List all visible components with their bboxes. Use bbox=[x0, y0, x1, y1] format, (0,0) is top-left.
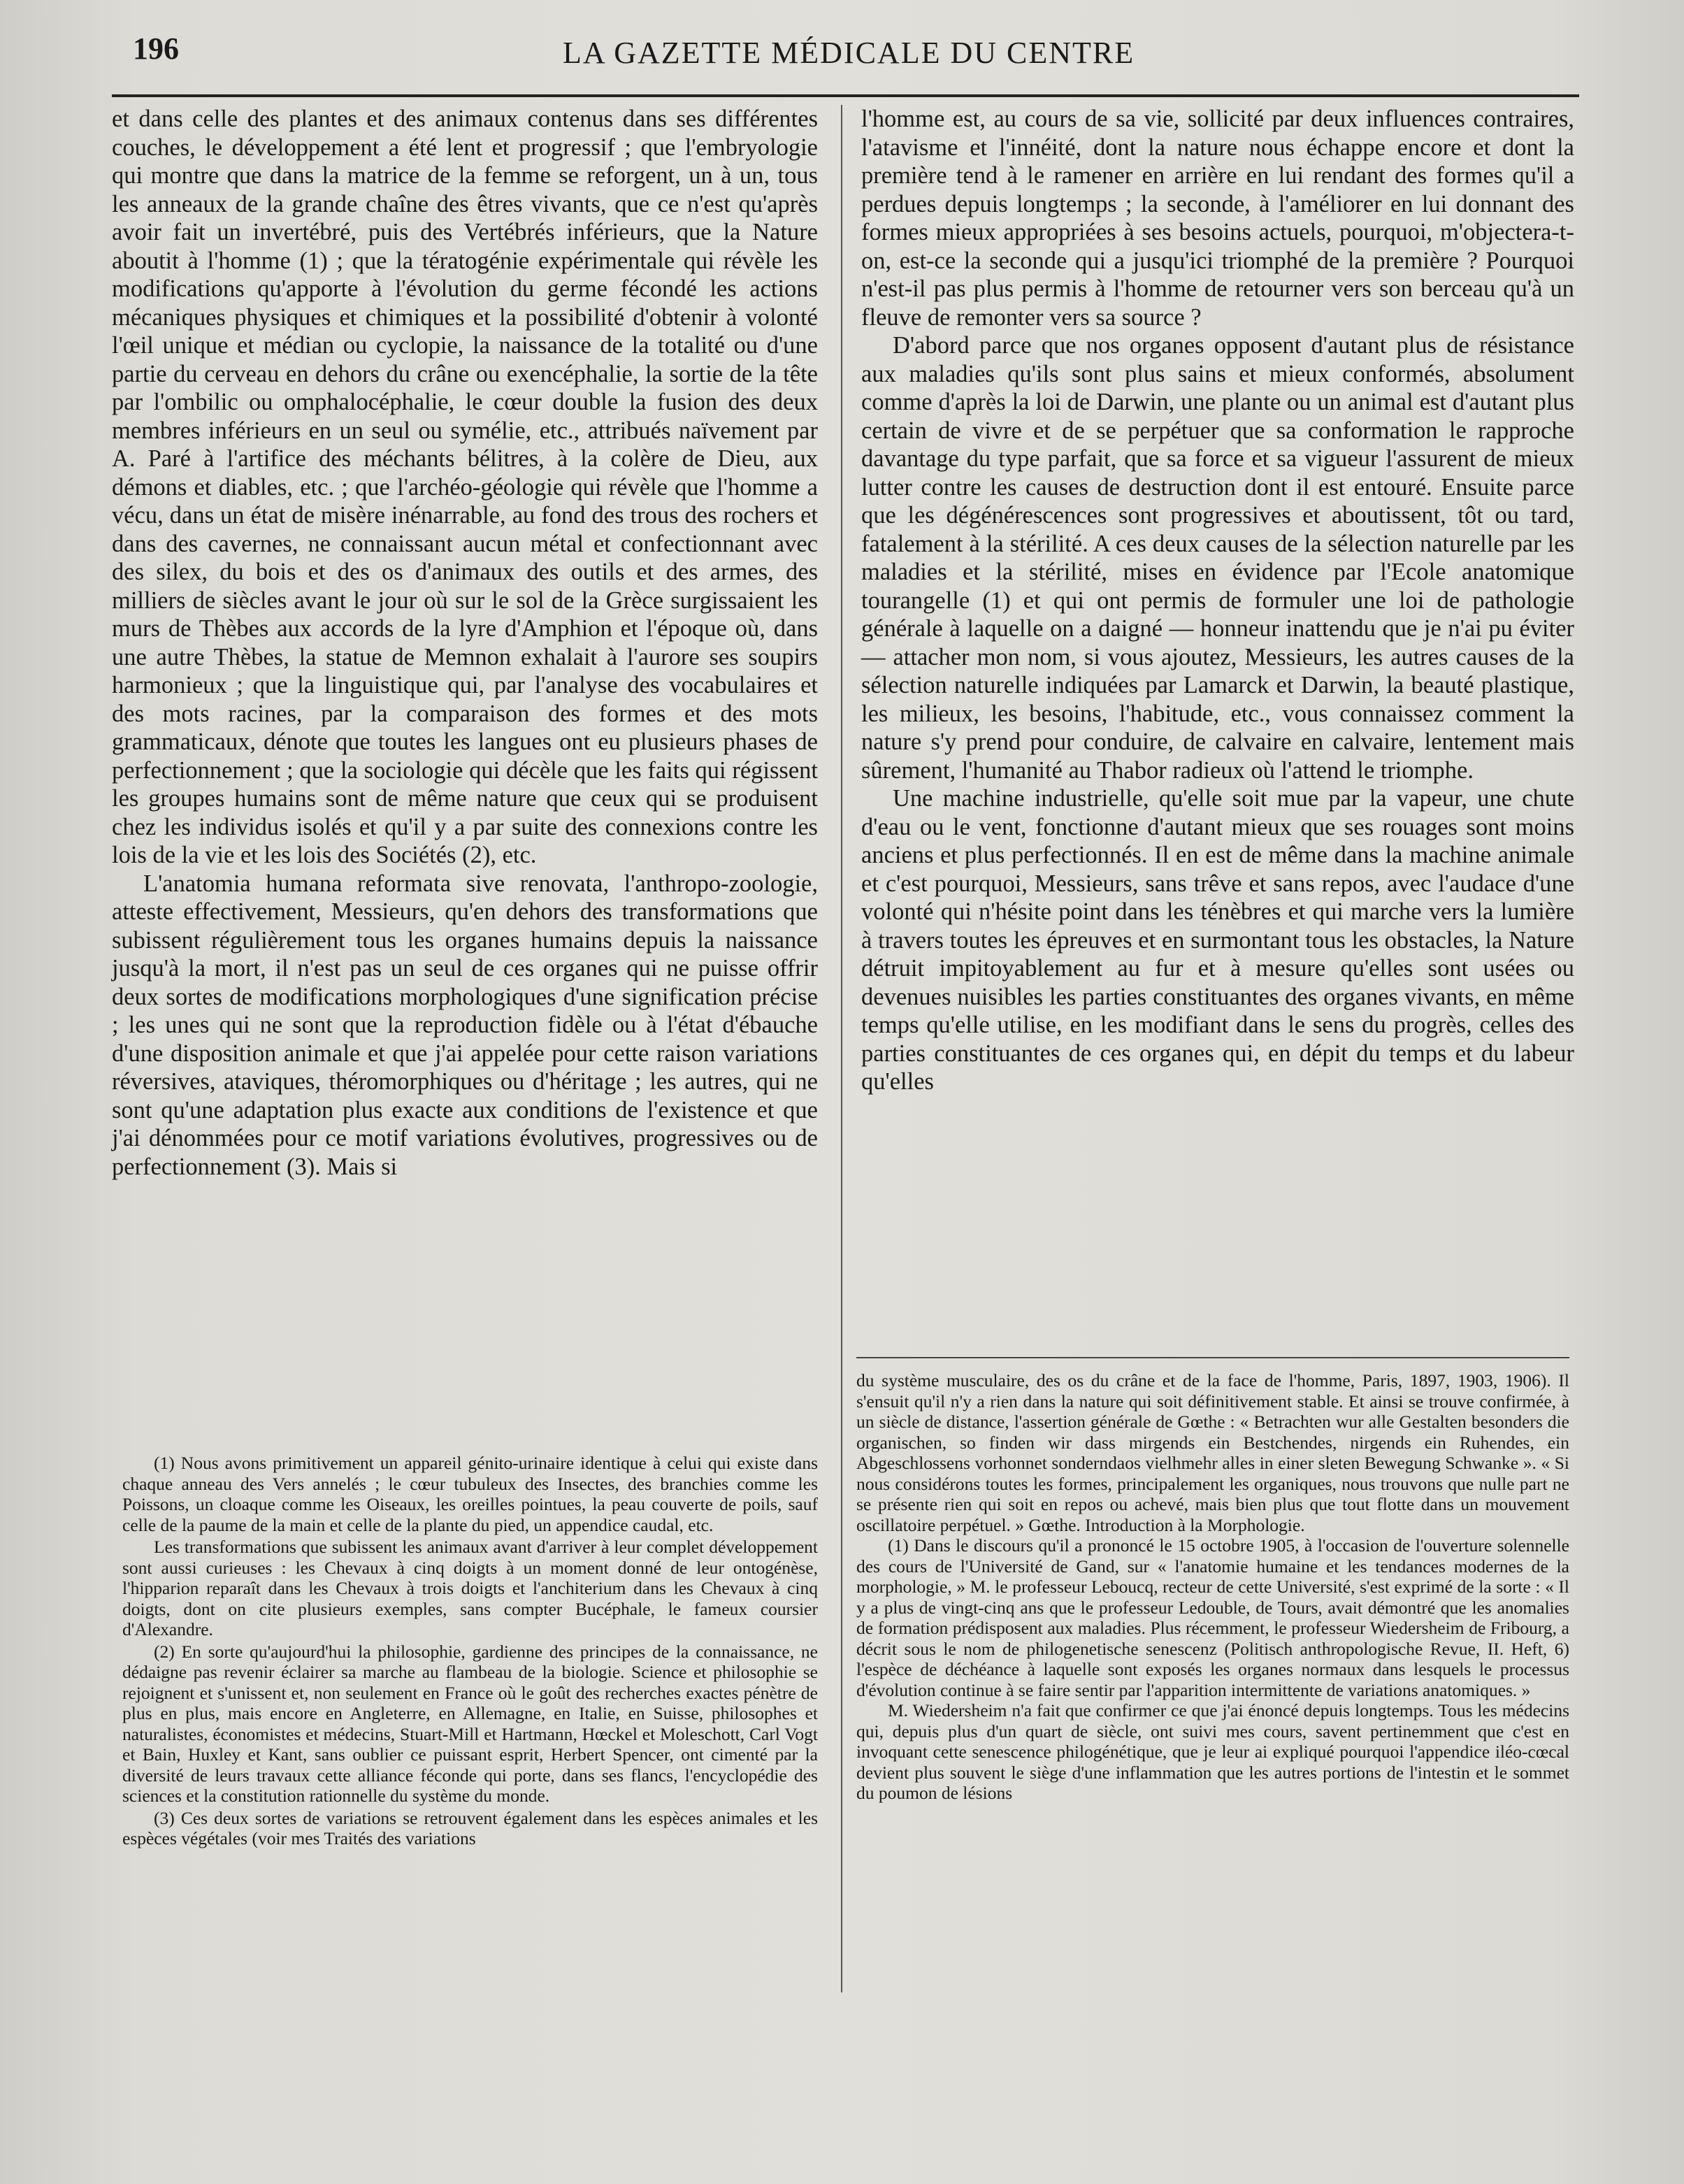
footnote-rule bbox=[856, 1357, 1569, 1358]
journal-title: LA GAZETTE MÉDICALE DU CENTRE bbox=[563, 36, 1135, 70]
paragraph: Une machine industrielle, qu'elle soit mue par la vapeur, une chute d'eau ou le vent, fonctionne d'autant mieux que ses rouages sont moins anciens et plus perfectionnés. Il en est de même dans la machine animale et c'est pourquoi, Messieurs, sans trêve et sans repos, avec l'audace d'une volonté qui n'hésite point dans les ténèbres et qui marche vers la lumière à travers toutes les épreuves et en surmontant tous les obstacles, la Nature détruit impitoyablement au fur et à mesure qu'elles sont usées ou devenues nuisibles les parties constituantes des organes vivants, en même temps qu'elle utilise, en les modifiant dans le sens du progrès, celles des parties constituantes de ces organes qui, en dépit du temps et du labeur qu'elles bbox=[861, 785, 1574, 1095]
page-number: 196 bbox=[133, 31, 179, 66]
paragraph: D'abord parce que nos organes opposent d'autant plus de résistance aux maladies qu'ils sont plus sains et mieux conformés, absolument comme d'après la loi de Darwin, une plante ou un animal est d'autant plus certain de vivre et de se perpétuer que sa conformation le rapproche davantage du type parfait, que sa force et sa vigueur l'assurent de mieux lutter contre les causes de destruction dont il est entouré. Ensuite parce que les dégénérescences sont progressives et aboutissent, tôt ou tard, fatalement à la stérilité. A ces deux causes de la sélection naturelle par les maladies et la stérilité, mises en évidence par l'Ecole anatomique tourangelle (1) et qui ont permis de formuler une loi de pathologie générale à laquelle on a daigné — honneur inattendu que je n'ai pu éviter — attacher mon nom, si vous ajoutez, Messieurs, les autres causes de la sélection naturelle indiquées par Lamarck et Darwin, la beauté plastique, les milieux, les besoins, l'habitude, etc., vous connaissez comment la nature s'y prend pour conduire, de calvaire en calvaire, lentement mais sûrement, l'humanité au Thabor radieux où l'attend le triomphe. bbox=[861, 332, 1574, 784]
paragraph: L'anatomia humana reformata sive renovata, l'anthropo-zoologie, atteste effectivement, Messieurs, qu'en dehors des transformations que subissent régulièrement tous les organes humains depuis la naissance jusqu'à la mort, il n'est pas un seul de ces organes qui ne puisse offrir deux sortes de modifications morphologiques d'une signification précise ; les unes qui ne sont que la reproduction fidèle ou à l'état d'ébauche d'une disposition animale et que j'ai appelée pour cette raison variations réversives, ataviques, théromorphiques ou d'héritage ; les autres, qui ne sont qu'une adaptation plus exacte aux conditions de l'existence et que j'ai dénommées pour ce motif variations évolutives, progressives ou de perfectionnement (3). Mais si bbox=[112, 870, 818, 1180]
left-column-text bbox=[112, 105, 818, 1181]
footnote: (2) En sorte qu'aujourd'hui la philosophie, gardienne des principes de la connaissance, ne dédaigne pas revenir éclairer sa marche au flambeau de la biologie. Science et philosophie se rejoignent et s'unissent et, non seulement en France où le goût des recherches exactes pénètre de plus en plus, mais encore en Angleterre, en Allemagne, en Italie, en Suisse, philosophes et naturalistes, économistes et médecins, Stuart-Mill et Hartmann, Hœckel et Moleschott, Carl Vogt et Bain, Huxley et Kant, sans oublier ce puissant esprit, Herbert Spencer, ont cimenté par la diversité de leurs travaux cette alliance féconde qui porte, dans ses flancs, l'encyclopédie des sciences et la constitution rationnelle du système du monde. bbox=[122, 1641, 818, 1806]
footnote: du système musculaire, des os du crâne et de la face de l'homme, Paris, 1897, 1903, 1906). Il s'ensuit qu'il n'y a rien dans la nature qui soit définitivement stable. Et ainsi se trouve confirmée, à un siècle de distance, l'assertion générale de Gœthe : « Betrachten wur alle Gestalten besonders die organischen, so finden wir dass mirgends ein Bestchendes, nirgends ein Ruhendes, ein Abgeschlossens vorhonnet sonderndaos vielhmehr alles in einer sleten Bewegung Schwanke ». « Si nous considérons toutes les formes, principalement les organiques, nous trouvons que nulle part ne se présente rien qui soit en repos ou achevé, mais bien plus que tout flotte dans un mouvement oscillatoire perpétuel. » Gœthe. Introduction à la Morphologie. bbox=[856, 1370, 1569, 1535]
left-footnotes bbox=[122, 1453, 818, 1851]
footnote: Les transformations que subissent les animaux avant d'arriver à leur complet développement sont aussi curieuses : les Chevaux à cinq doigts à un moment donné de leur ontogénèse, l'hipparion reparaît dans les Chevaux à trois doigts et l'anchiterium dans les Chevaux à cinq doigts, dont on cite plusieurs exemples, sans compter Bucéphale, le fameux coursier d'Alexandre. bbox=[122, 1537, 818, 1639]
paragraph: et dans celle des plantes et des animaux contenus dans ses différentes couches, le développement a été lent et progressif ; que l'embryologie qui montre que dans la matrice de la femme se reforgent, un à un, tous les anneaux de la grande chaîne des êtres vivants, que ce n'est qu'après avoir fait un invertébré, puis des Vertébrés inférieurs, que la Nature aboutit à l'homme (1) ; que la tératogénie expérimentale qui révèle les modifications qu'apporte à l'évolution du germe fécondé les actions mécaniques physiques et chimiques et la possibilité d'obtenir à volonté l'œil unique et médian ou cyclopie, la naissance de la totalité ou d'une partie du cerveau en dehors du crâne ou exencéphalie, la sortie de la tête par l'ombilic ou omphalocéphalie, le cœur double la fusion des deux membres inférieurs en un seul ou symélie, etc., attribués naïvement par A. Paré à l'artifice des méchants bélitres, à la colère de Dieu, aux démons et diables, etc. ; que l'archéo-géologie qui révèle que l'homme a vécu, dans un état de misère inénarrable, au fond des trous des rochers et dans des cavernes, ne connaissant aucun métal et confectionnant avec des silex, du bois et des os d'animaux des outils et des armes, des milliers de siècles avant le jour où sur le sol de la Grèce surgissaient les murs de Thèbes aux accords de la lyre d'Amphion et l'époque où, dans une autre Thèbes, la statue de Memnon exhalait à l'aurore ses soupirs harmonieux ; que la linguistique qui, par l'analyse des vocabulaires et des mots racines, par la comparaison des formes et des mots grammaticaux, dénote que toutes les langues ont eu plusieurs phases de perfectionnement ; que la sociologie qui décèle que les faits qui régissent les groupes humains sont de même nature que ceux qui se produisent chez les individus isolés et qu'il y a par suite des connexions contre les lois de la vie et les lois des Sociétés (2), etc. bbox=[112, 106, 818, 868]
paragraph: l'homme est, au cours de sa vie, sollicité par deux influences contraires, l'atavisme et l'innéité, dont la nature nous échappe encore et dont la première tend à le ramener en arrière en lui rendant des formes qu'il a perdues depuis longtemps ; la seconde, à l'améliorer en lui donnant des formes mieux appropriées à ses besoins actuels, pourquoi, m'objectera-t-on, est-ce la seconde qui a jusqu'ici triomphé de la première ? Pourquoi n'est-il pas plus permis à l'homme de retourner vers son berceau qu'à un fleuve de remonter vers sa source ? bbox=[861, 106, 1574, 331]
footnote: (1) Nous avons primitivement un appareil génito-urinaire identique à celui qui existe dans chaque anneau des Vers annelés ; le cœur tubuleux des Insectes, des branchies comme les Poissons, un cloaque comme les Oiseaux, les oreilles pointues, la peau couverte de poils, sauf celle de la paume de la main et celle de la plante du pied, un appendice caudal, etc. bbox=[122, 1453, 818, 1535]
header-rule bbox=[112, 94, 1579, 97]
column-divider bbox=[841, 105, 842, 1992]
page-header bbox=[133, 31, 1562, 80]
right-column-text bbox=[861, 105, 1574, 1096]
right-footnotes bbox=[856, 1370, 1569, 1804]
footnote: (3) Ces deux sortes de variations se retrouvent également dans les espèces animales et les espèces végétales (voir mes Traités des variations bbox=[122, 1807, 818, 1848]
footnote: M. Wiedersheim n'a fait que confirmer ce que j'ai énoncé depuis longtemps. Tous les médecins qui, depuis plus d'un quart de siècle, ont suivi mes cours, savent pertinemment que c'est en invoquant cette senescence philogénétique, que je leur ai expliqué pourquoi l'appendice iléo-cœcal devient plus souvent le siège d'une inflammation que les autres portions de l'intestin et le sommet du poumon de lésions bbox=[856, 1700, 1569, 1803]
footnote: (1) Dans le discours qu'il a prononcé le 15 octobre 1905, à l'occasion de l'ouverture solennelle des cours de l'Université de Gand, sur « l'anatomie humaine et les tendances modernes de la morphologie, » M. le professeur Leboucq, recteur de cette Université, s'est exprimé de la sorte : « Il y a plus de vingt-cinq ans que le professeur Ledouble, de Tours, avait démontré que les anomalies de formation prédisposent aux maladies. Plus récemment, le professeur Wiedersheim de Fribourg, a décrit sous le nom de philogenetische senescenz (Politisch anthropologische Revue, II. Heft, 6) l'espèce de déchéance à laquelle sont exposés les organes normaux dans lesquels le processus d'évolution continue à se faire sentir par l'apparition intermittente de variations anatomiques. » bbox=[856, 1535, 1569, 1700]
